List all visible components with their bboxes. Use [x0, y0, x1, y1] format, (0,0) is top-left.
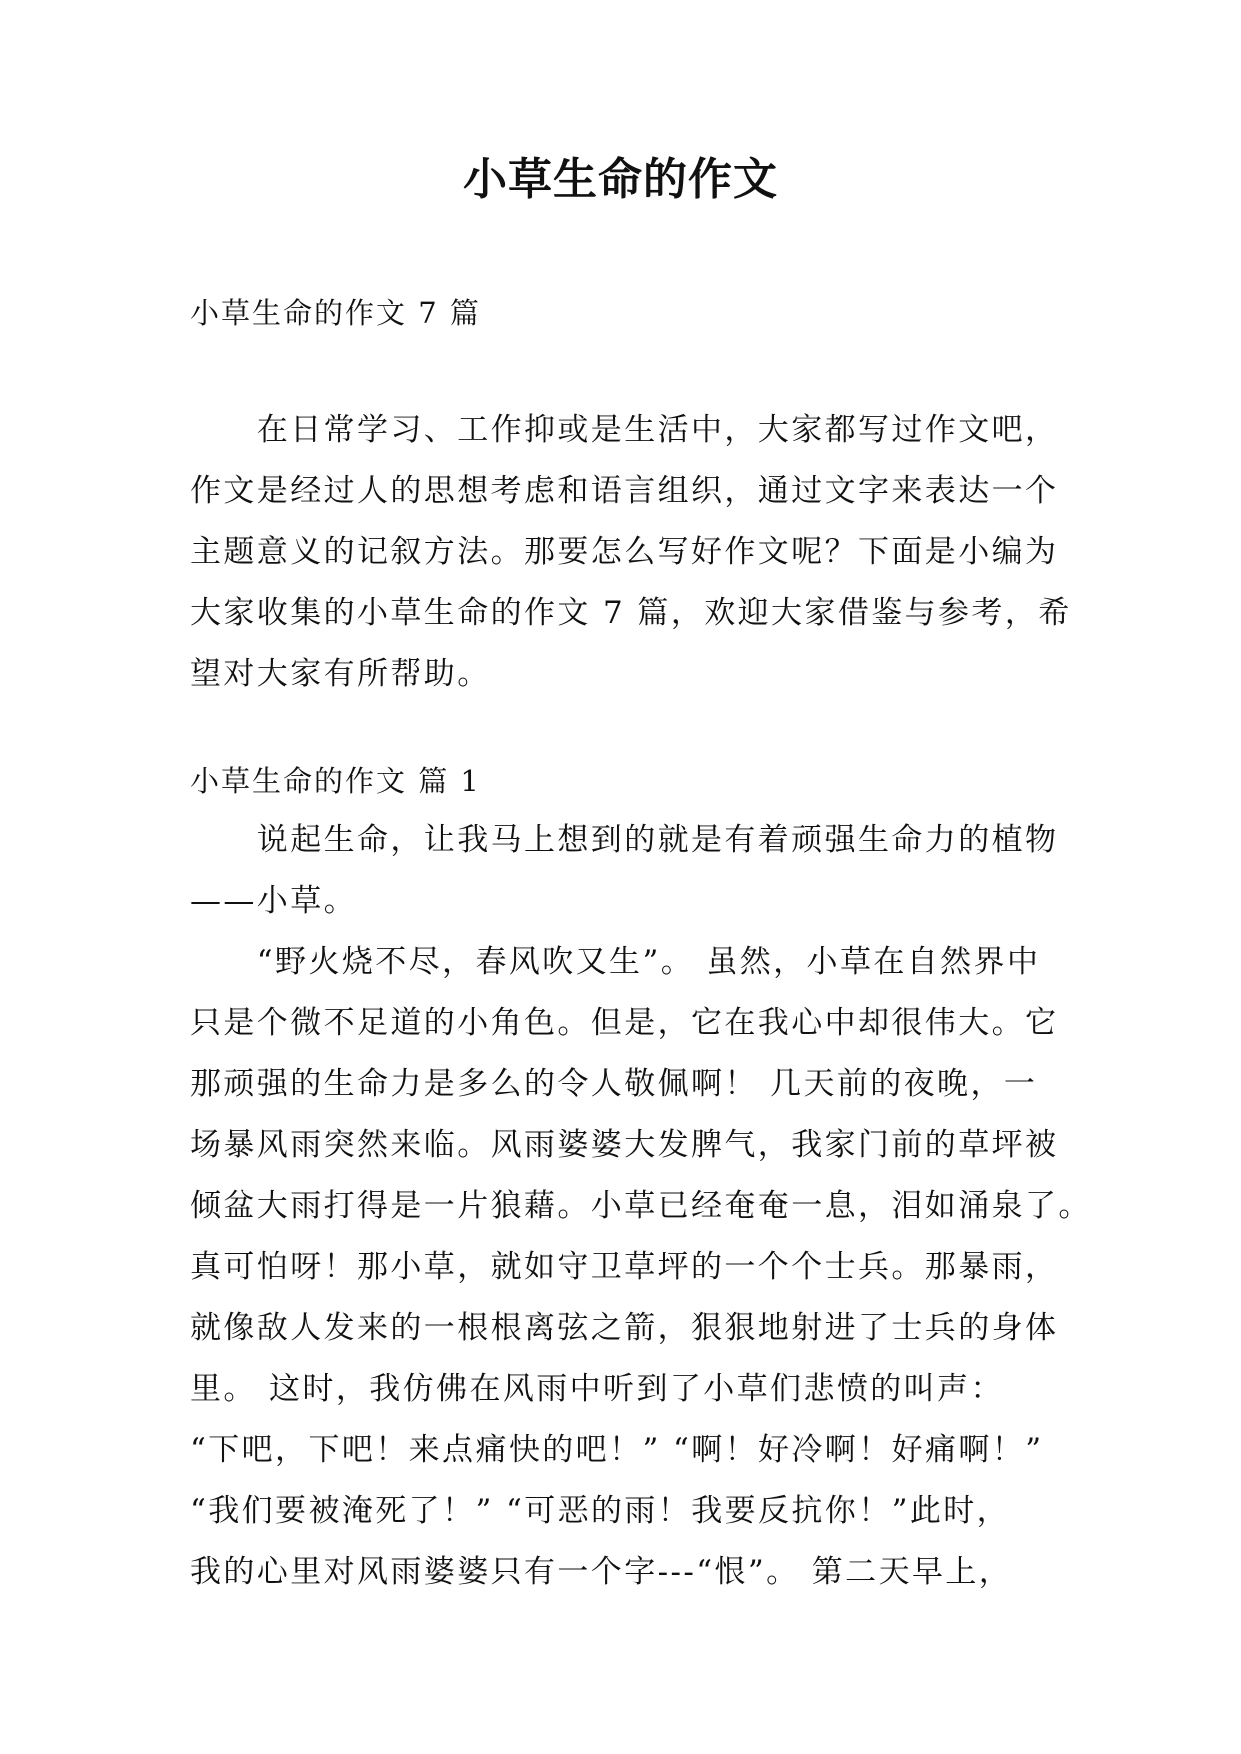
body-line: 说起生命，让我马上想到的就是有着顽强生命力的植物: [190, 822, 1059, 858]
body-line: 就像敌人发来的一根根离弦之箭，狠狠地射进了士兵的身体: [190, 1310, 1059, 1346]
body-line: 倾盆大雨打得是一片狼藉。小草已经奄奄一息，泪如涌泉了。: [190, 1188, 1092, 1224]
intro-line: 作文是经过人的思想考虑和语言组织，通过文字来表达一个: [190, 473, 1059, 509]
body-line: 真可怕呀！那小草，就如守卫草坪的一个个士兵。那暴雨，: [190, 1249, 1059, 1285]
section-heading: 小草生命的作文 篇 1: [190, 764, 481, 798]
intro-line: 大家收集的小草生命的作文 7 篇，欢迎大家借鉴与参考，希: [190, 595, 1072, 631]
intro-paragraph: [190, 400, 1070, 705]
body-line: “我们要被淹死了！” “可恶的雨！我要反抗你！”此时，: [190, 1493, 1011, 1529]
intro-line: 望对大家有所帮助。: [190, 656, 491, 692]
body-line: 只是个微不足道的小角色。但是，它在我心中却很伟大。它: [190, 1005, 1059, 1041]
body-line: “野火烧不尽，春风吹又生”。 虽然，小草在自然界中: [190, 944, 1041, 980]
document-subtitle: 小草生命的作文 7 篇: [190, 296, 481, 330]
intro-line: 在日常学习、工作抑或是生活中，大家都写过作文吧，: [190, 412, 1059, 448]
document-title: 小草生命的作文: [463, 154, 778, 205]
body-line: 场暴风雨突然来临。风雨婆婆大发脾气，我家门前的草坪被: [190, 1127, 1059, 1163]
body-line: 里。 这时，我仿佛在风雨中听到了小草们悲愤的叫声：: [190, 1371, 1004, 1407]
intro-line: 主题意义的记叙方法。那要怎么写好作文呢？下面是小编为: [190, 534, 1059, 570]
body-line: 那顽强的生命力是多么的令人敬佩啊！ 几天前的夜晚，一: [190, 1066, 1038, 1102]
essay-body: [190, 810, 1092, 1603]
body-line: 我的心里对风雨婆婆只有一个字---“恨”。 第二天早上，: [190, 1554, 1013, 1590]
body-line: “下吧，下吧！来点痛快的吧！” “啊！好冷啊！好痛啊！”: [190, 1432, 1044, 1468]
body-line: ——小草。: [190, 883, 357, 919]
